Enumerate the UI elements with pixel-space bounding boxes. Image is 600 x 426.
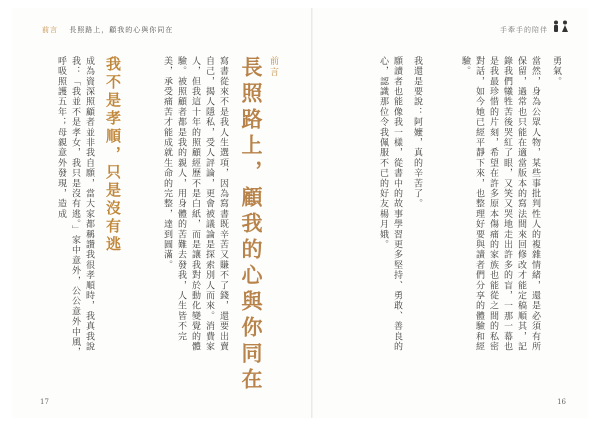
running-header-left	[42, 25, 173, 35]
page-number-right: 16	[557, 398, 566, 406]
chapter-title-header: 長照路上，顧我的心與你同在	[69, 26, 174, 34]
right-paragraph-2: 我還是要說：阿嬤，真的辛苦了。	[412, 56, 422, 209]
section-label: 前言	[42, 26, 58, 34]
foreword-tag: 前言	[268, 56, 278, 78]
running-header-right: 手牽手的陪伴	[500, 26, 548, 34]
left-paragraph-2: 成為資深照顧者並非我自願，當大家都稱讚我很孝順時，我真我說我：「我並不是孝女，我只是沒有逃。」家中意外，公公意外中風，呼吸照護五年；母親意外發現，造成	[56, 56, 94, 358]
page-gutter	[311, 8, 313, 418]
right-paragraph-1: 當然，身為公眾人物，某些事批判性人的複雜情緒，還是必須有所保留，過常也只能在適當版本的寫法間來回修改才能定稿順其，記錄我們犧牲苦後哭紅了眼，又笑又哭地走出許多的盲，一那一幕也是我最珍惜的片刻，希望在許多原本傷痛的家族也能從之間的私密對話，如今她已經平靜下來，也整理好要與讀者們分享的體驗和經驗。	[460, 56, 540, 352]
right-opening: 勇氣。	[551, 56, 561, 87]
left-paragraph-1: 寫書從來不是我人生選項，因為寫書既辛苦又賺不了錢，還要出賣自己，揭人隱私，受人評論，更會被議論是探索別人而來。消費家人，但我這十年的照顧經歷不是白紙，而是讓我對於動化變覺的體驗。被照顧者都是我的親人，用身體的苦難去發我，人生皆不完美，承受痛苦才能成就生命的完整，達到圓滿。	[162, 56, 228, 352]
section-subtitle: 我不是孝順，只是沒有逃	[104, 56, 122, 254]
right-paragraph-3: 願讀者也能像我一樣，從書中的故事學習更多堅持、勇敢、善良的心，認識那位令我佩服不已的好友楊月娥。	[378, 56, 402, 352]
page-title: 長照路上，顧我的心與你同在	[239, 56, 264, 394]
page-number-left: 17	[40, 398, 49, 406]
book-spread	[12, 8, 588, 418]
people-logo-icon	[552, 20, 570, 32]
